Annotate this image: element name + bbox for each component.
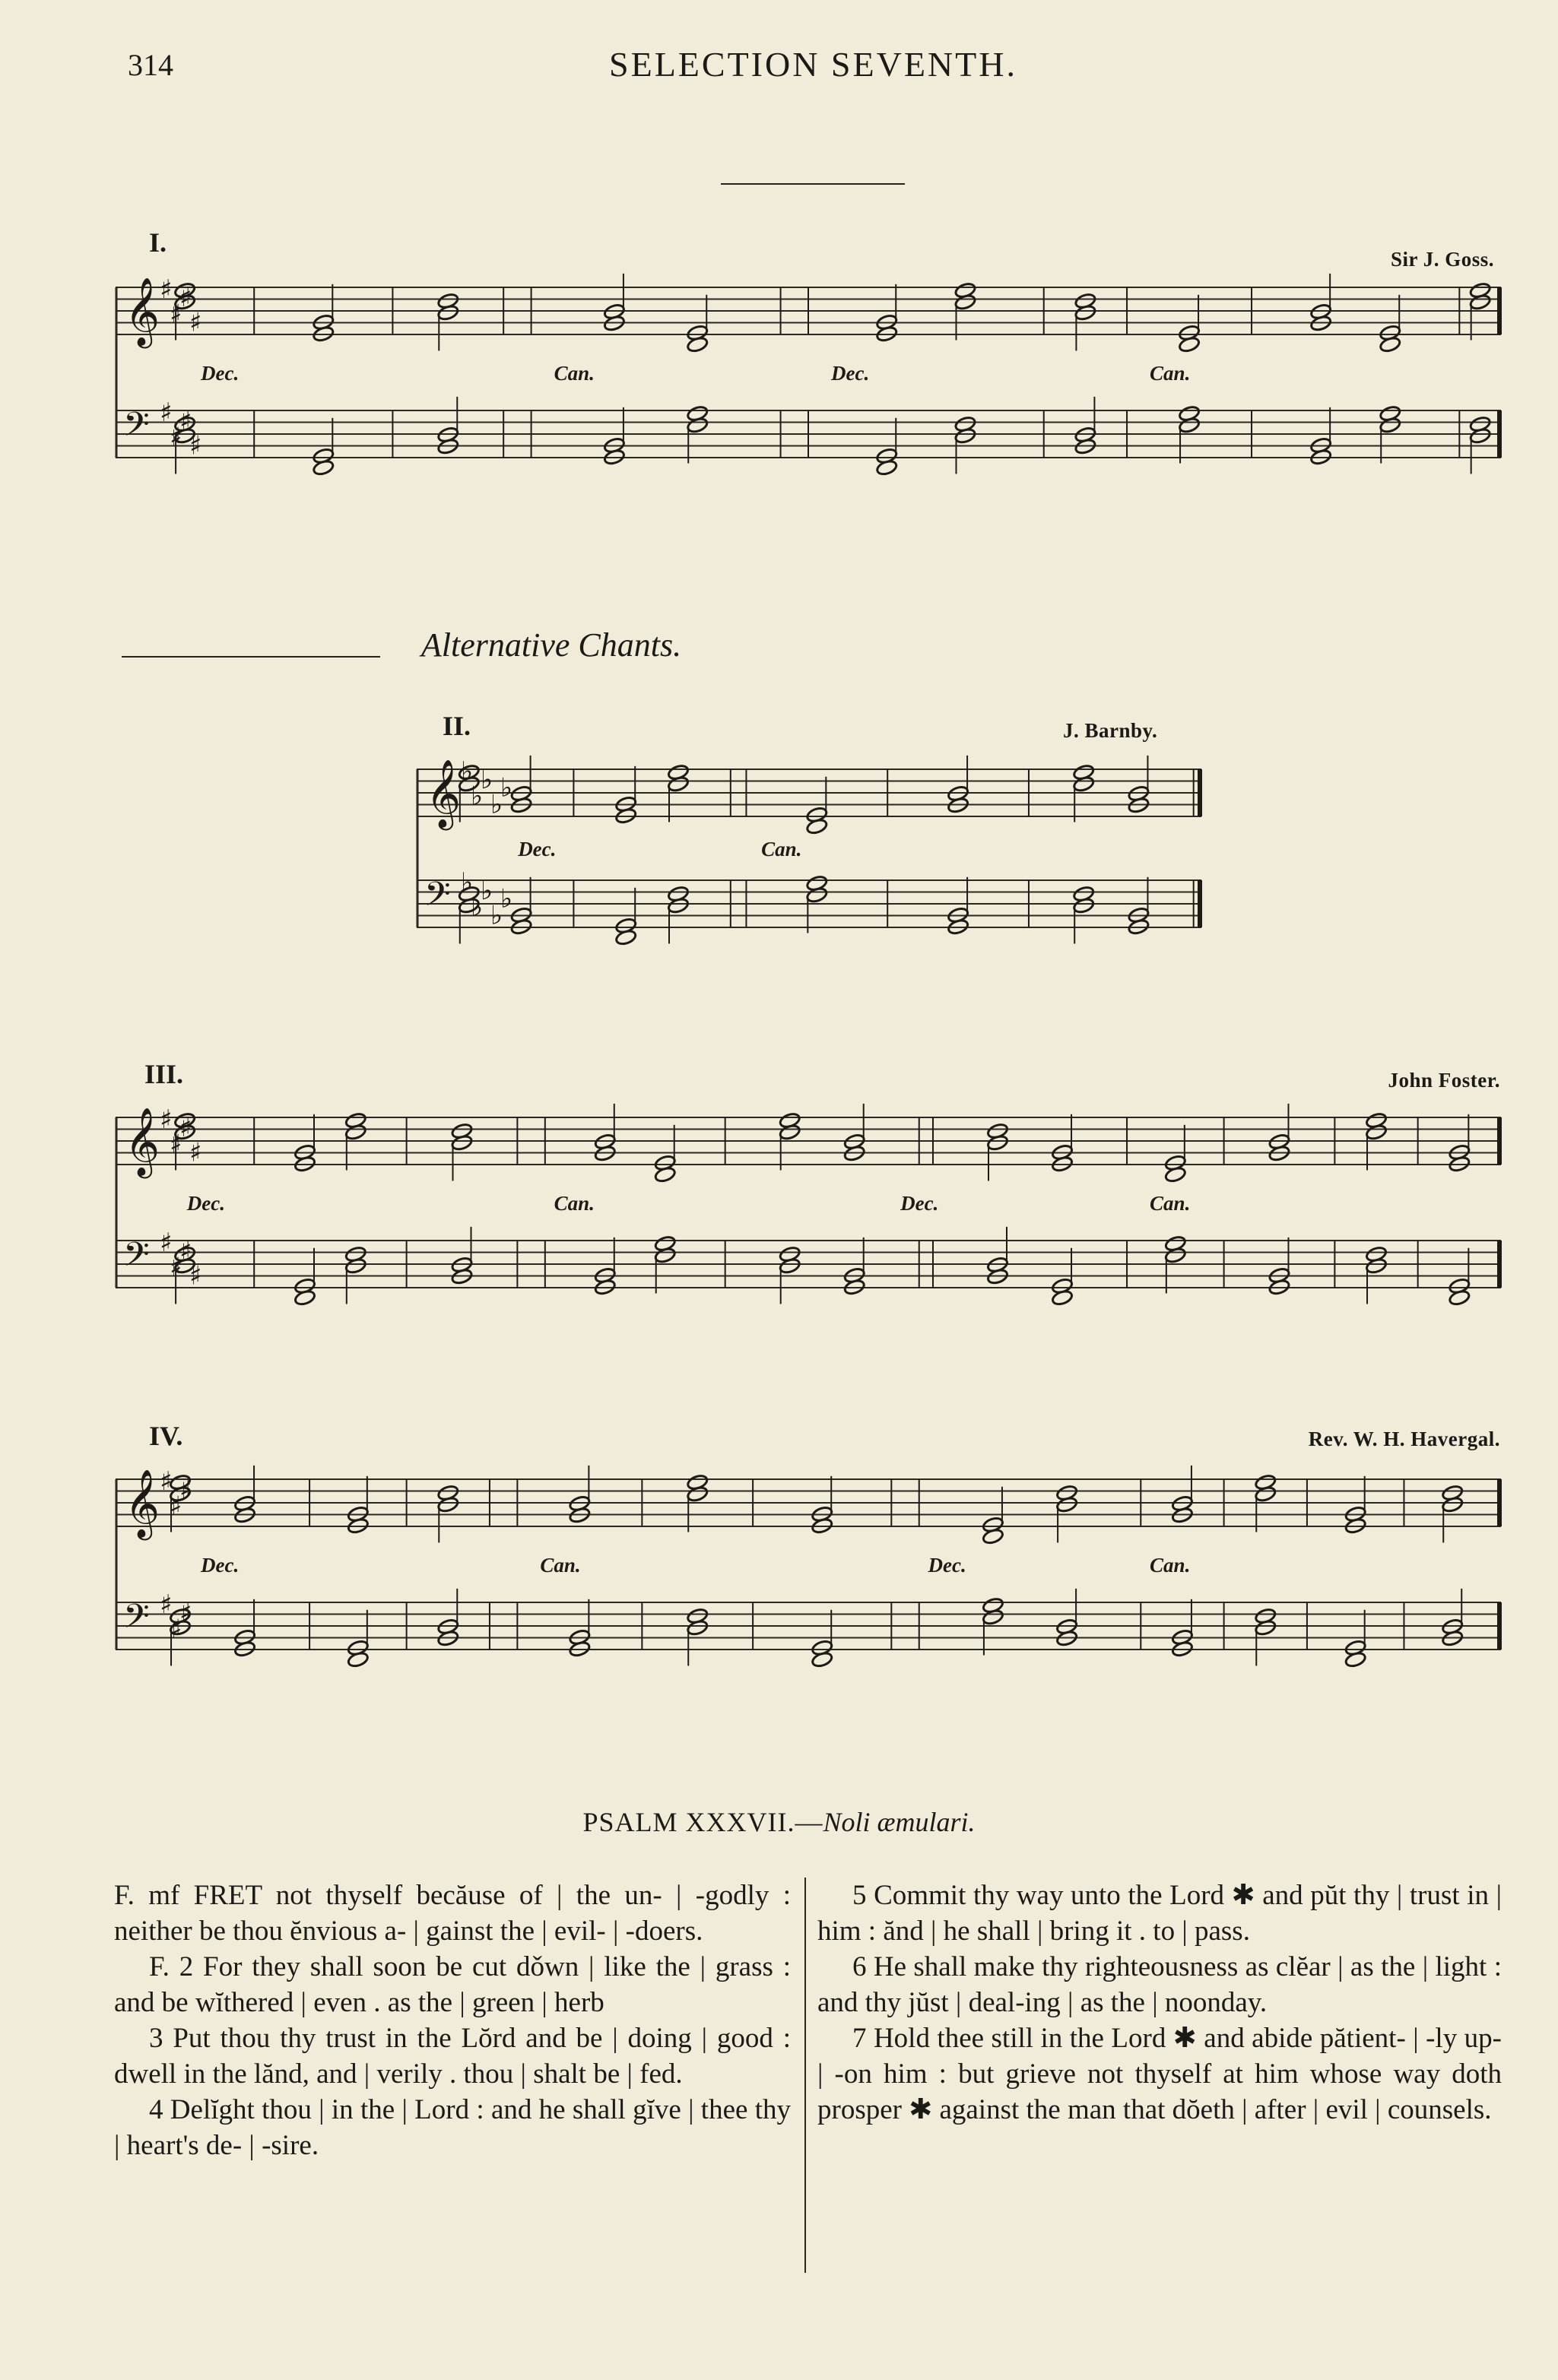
psalm-title: PSALM XXXVII.— (582, 1807, 823, 1837)
psalm-column-left (114, 1878, 791, 2163)
can-label: Can. (761, 838, 802, 860)
treble-clef-icon: 𝄞 (426, 759, 462, 828)
composer-chant-2: J. Barnby. (1063, 719, 1158, 742)
verse-2: F. 2 For they shall soon be cut dǒwn | like the | grass : and be wĭthered | even . as the | green | herb (114, 1951, 791, 2018)
sharp-icon: ♯ (170, 1129, 182, 1160)
dec-label: Dec. (831, 362, 870, 385)
flat-icon: ♭ (481, 764, 493, 795)
sharp-icon: ♯ (189, 1260, 202, 1291)
sharp-icon: ♯ (179, 1597, 192, 1628)
sharp-icon: ♯ (170, 1252, 182, 1283)
running-head (114, 44, 1512, 90)
flat-icon: ♭ (461, 756, 474, 787)
column-divider (804, 1878, 806, 2273)
flat-icon: ♭ (471, 892, 484, 923)
alternative-chants-heading: Alternative Chants. (420, 626, 682, 664)
flat-icon: ♭ (500, 883, 513, 914)
treble-clef-icon: 𝄞 (125, 1469, 160, 1538)
sharp-icon: ♯ (179, 282, 192, 313)
flat-icon: ♭ (481, 875, 493, 906)
chant-2-system (417, 756, 1201, 955)
can-label: Can. (1150, 1554, 1191, 1577)
sharp-icon: ♯ (160, 274, 173, 305)
sharp-icon: ♯ (160, 398, 173, 428)
sharp-icon: ♯ (179, 1235, 192, 1266)
alternative-chants-heading-block (114, 626, 988, 668)
treble-clef-icon: 𝄞 (125, 1108, 160, 1176)
flat-icon: ♭ (490, 900, 503, 931)
sharp-icon: ♯ (179, 405, 192, 436)
dec-label: Dec. (186, 1192, 225, 1215)
verse-5: 5 Commit thy way unto the Lord ✱ and pŭt thy | trust in | him : ănd | he shall | bring it . to | pass. (817, 1880, 1502, 1947)
sharp-icon: ♯ (160, 1589, 173, 1620)
chant-staff-svg (116, 274, 1501, 483)
treble-clef-icon: 𝄞 (125, 277, 160, 346)
dec-label: Dec. (900, 1192, 939, 1215)
flat-icon: ♭ (461, 867, 474, 898)
sharp-icon: ♯ (179, 1112, 192, 1143)
chant-1-system (116, 274, 1501, 483)
dec-label: Dec. (200, 1554, 240, 1577)
sharp-icon: ♯ (170, 1614, 182, 1645)
verse-7: 7 Hold thee still in the Lord ✱ and abide pătient- | -ly up- | -on him : but grieve not thyself at him whose way doth prosper ✱ against the man that dŏeth | after | evil | counsels. (817, 2023, 1502, 2125)
bass-clef-icon: 𝄢 (123, 1234, 150, 1282)
composer-chant-4: Rev. W. H. Havergal. (1308, 1428, 1500, 1450)
chant-staff-svg (116, 1466, 1501, 1675)
composer-chant-3: John Foster. (1388, 1069, 1500, 1092)
dec-label: Dec. (200, 362, 240, 385)
bass-clef-icon: 𝄢 (123, 1596, 150, 1644)
can-label: Can. (540, 1554, 581, 1577)
chant-number-1: I. (149, 227, 167, 258)
chant-3-system (116, 1104, 1501, 1312)
composer-chant-1: Sir J. Goss. (1390, 248, 1494, 271)
verse-4: 4 Delĭght thou | in the | Lord : and he shall gĭve | thee thy | heart's de- | -sire. (114, 2094, 791, 2161)
can-label: Can. (1150, 362, 1191, 385)
verse-6: 6 He shall make thy righteousness as clĕar | as the | light : and thy jŭst | deal-ing | as the | noonday. (817, 1951, 1502, 2018)
verse-3: 3 Put thou thy trust in the Lŏrd and be | doing | good : dwell in the lănd, and | verily . thou | shalt be | fed. (114, 2023, 791, 2090)
sharp-icon: ♯ (160, 1104, 173, 1135)
sharp-icon: ♯ (189, 1137, 202, 1168)
sharp-icon: ♯ (179, 1474, 192, 1505)
sharp-icon: ♯ (189, 430, 202, 461)
chant-number-4: IV. (149, 1421, 183, 1451)
sharp-icon: ♯ (170, 299, 182, 330)
sharp-icon: ♯ (160, 1228, 173, 1258)
sharp-icon: ♯ (170, 422, 182, 453)
flat-icon: ♭ (490, 789, 503, 820)
page-number: 314 (128, 48, 173, 82)
chant-4-system (116, 1466, 1501, 1675)
chant-number-2: II. (443, 711, 471, 741)
bass-clef-icon: 𝄢 (123, 404, 150, 452)
chant-number-3: III. (144, 1059, 184, 1089)
top-divider-rule (721, 183, 905, 185)
can-label: Can. (1150, 1192, 1191, 1215)
sharp-icon: ♯ (160, 1466, 173, 1497)
dec-label: Dec. (928, 1554, 966, 1577)
sharp-icon: ♯ (170, 1491, 182, 1522)
psalm-heading (0, 1806, 1558, 1838)
psalm-column-right (817, 1878, 1502, 2128)
bass-clef-icon: 𝄢 (424, 874, 451, 922)
chant-staff-svg (116, 1104, 1501, 1312)
verse-1: F. mf FRET not thyself becăuse of | the un- | -godly : neither be thou ĕnvious a- | gainst the | evil- | -doers. (114, 1880, 791, 1947)
flat-icon: ♭ (500, 772, 513, 803)
can-label: Can. (554, 362, 595, 385)
flat-icon: ♭ (471, 781, 484, 812)
section-title: SELECTION SEVENTH. (609, 45, 1017, 84)
can-label: Can. (554, 1192, 595, 1215)
chant-staff-svg (417, 756, 1201, 955)
dec-label: Dec. (518, 838, 557, 860)
psalm-latin-title: Noli æmulari. (823, 1807, 976, 1837)
sharp-icon: ♯ (189, 307, 202, 338)
